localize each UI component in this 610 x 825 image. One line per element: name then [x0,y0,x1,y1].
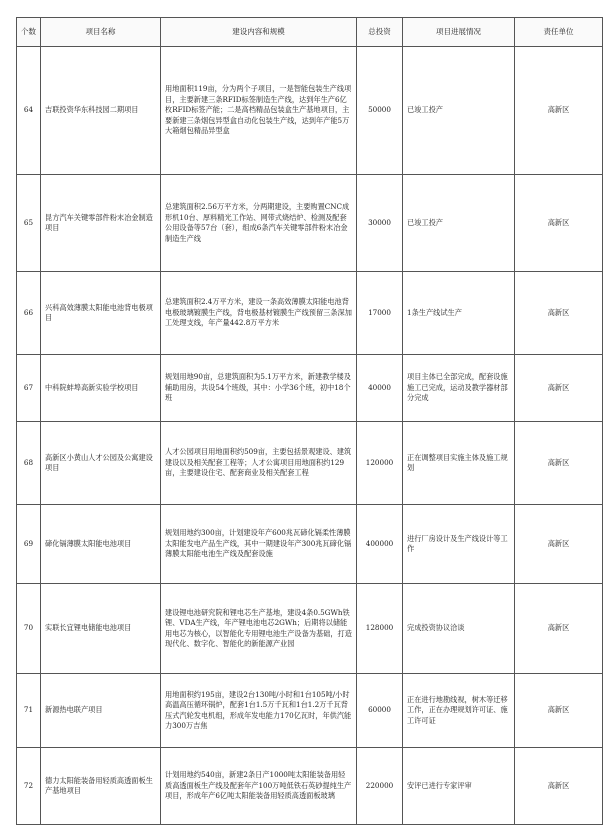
row-project-name: 新源热电联产项目 [41,674,161,748]
project-table [16,17,603,825]
row-content: 规划用地约300亩，计划建设年产600兆瓦碲化镉柔性薄膜太阳能发电产品生产线，其中一期建设年产300兆瓦碲化镉薄膜太阳能电池生产线及配套设施 [161,505,357,584]
row-unit: 高新区 [515,47,603,175]
header-project-name: 项目名称 [41,18,161,47]
table-row [17,272,603,355]
row-content: 规划用地90亩，总建筑面积为5.1万平方米，新建教学楼及辅助用房，共设54个班级，其中：小学36个班，初中18个班 [161,355,357,422]
row-investment: 400000 [357,505,403,584]
row-progress: 正在进行地勘线视，树木等迁移工作，正在办理规划许可证、施工许可证 [403,674,515,748]
row-unit: 高新区 [515,175,603,272]
table-header-row [17,18,603,47]
row-investment: 120000 [357,422,403,505]
row-project-name: 碲化镉薄膜太阳能电池项目 [41,505,161,584]
row-project-name: 实联长宜锂电储能电池项目 [41,584,161,674]
row-project-name: 高新区小黄山人才公园及公寓建设项目 [41,422,161,505]
table-row [17,584,603,674]
row-index: 64 [17,47,41,175]
row-progress: 已竣工投产 [403,47,515,175]
row-progress: 已竣工投产 [403,175,515,272]
row-unit: 高新区 [515,674,603,748]
header-responsible-unit: 责任单位 [515,18,603,47]
table-row [17,422,603,505]
row-investment: 40000 [357,355,403,422]
row-index: 69 [17,505,41,584]
row-project-name: 德力太阳能装备用轻质高透面板生产基地项目 [41,748,161,825]
header-content-scale: 建设内容和规模 [161,18,357,47]
table-row [17,47,603,175]
row-unit: 高新区 [515,505,603,584]
header-total-investment: 总投资 [357,18,403,47]
row-progress: 完成投资协议洽谈 [403,584,515,674]
row-index: 67 [17,355,41,422]
row-index: 71 [17,674,41,748]
row-progress: 正在调整项目实施主体及施工规划 [403,422,515,505]
row-progress: 1条生产线试生产 [403,272,515,355]
row-investment: 60000 [357,674,403,748]
row-investment: 50000 [357,47,403,175]
row-progress: 进行厂房设计及生产线设计等工作 [403,505,515,584]
row-unit: 高新区 [515,422,603,505]
row-progress: 项目主体已全部完成，配套设施施工已完成，运动及教学器材部分完成 [403,355,515,422]
row-investment: 17000 [357,272,403,355]
row-content: 计划用地约540亩，新建2条日产1000吨太阳能装备用轻质高透面板生产线及配套年产100万吨低铁石英砂提纯生产项目，形成年产6亿吨太阳能装备用轻质高透面板玻璃 [161,748,357,825]
row-content: 建设锂电池研究院和锂电芯生产基地，建设4条0.5GWh铁锂、VDA生产线，年产锂电池电芯2GWh；后期将以储能用电芯为核心，以智能化专用锂电池生产设备为基础，打造现代化、数字化、智能化的新能源产业园 [161,584,357,674]
row-index: 68 [17,422,41,505]
row-unit: 高新区 [515,748,603,825]
row-content: 总建筑面积2.4万平方米，建设一条高效薄膜太阳能电池背电极玻璃镀膜生产线，背电极基材镀膜生产线预留三条深加工处理支线，年产量442.8万平方米 [161,272,357,355]
row-content: 用地面积119亩，分为两个子项目，一是智能包装生产线项目，主要新建三条RFID标签制造生产线，达到年生产6亿枚RFID标签产能；二是高档精品包装盒生产基地项目，主要新建三条烟包异型盒自动化包装生产线，达到年产能5万大箱烟包精品异型盒 [161,47,357,175]
row-project-name: 昆方汽车关键零部件粉末冶金制造项目 [41,175,161,272]
row-project-name: 兴科高效薄膜太阳能电池背电极项目 [41,272,161,355]
row-project-name: 吉联投资华东科技园二期项目 [41,47,161,175]
row-unit: 高新区 [515,584,603,674]
row-content: 总建筑面积2.56万平方米，分两期建设，主要购置CNC成形机10台、厚料精光工作站、网带式烧结炉、检测及配套公用设备等57台（套），组成6条汽车关键零部件粉末冶金制造生产线 [161,175,357,272]
row-project-name: 中科院蚌埠高新实验学校项目 [41,355,161,422]
row-unit: 高新区 [515,355,603,422]
row-content: 人才公园项目用地面积约509亩，主要包括景观建设、建筑建设以及相关配套工程等；人才公寓项目用地面积约129亩，主要建设住宅、配套商业及相关配套工程 [161,422,357,505]
header-index: 个数 [17,18,41,47]
row-investment: 220000 [357,748,403,825]
table-row [17,505,603,584]
row-progress: 安评已进行专家评审 [403,748,515,825]
row-content: 用地面积约195亩，建设2台130吨/小时和1台105吨/小时高温高压循环锅炉，配套1台1.5万千瓦和1台1.2万千瓦背压式汽轮发电机组，形成年发电能力170亿瓦时，年供汽能力300万吉焦 [161,674,357,748]
table-row [17,674,603,748]
row-index: 65 [17,175,41,272]
row-unit: 高新区 [515,272,603,355]
table-row [17,355,603,422]
row-investment: 30000 [357,175,403,272]
row-index: 72 [17,748,41,825]
header-progress: 项目进展情况 [403,18,515,47]
table-row [17,175,603,272]
table-row [17,748,603,825]
row-index: 70 [17,584,41,674]
row-index: 66 [17,272,41,355]
row-investment: 128000 [357,584,403,674]
